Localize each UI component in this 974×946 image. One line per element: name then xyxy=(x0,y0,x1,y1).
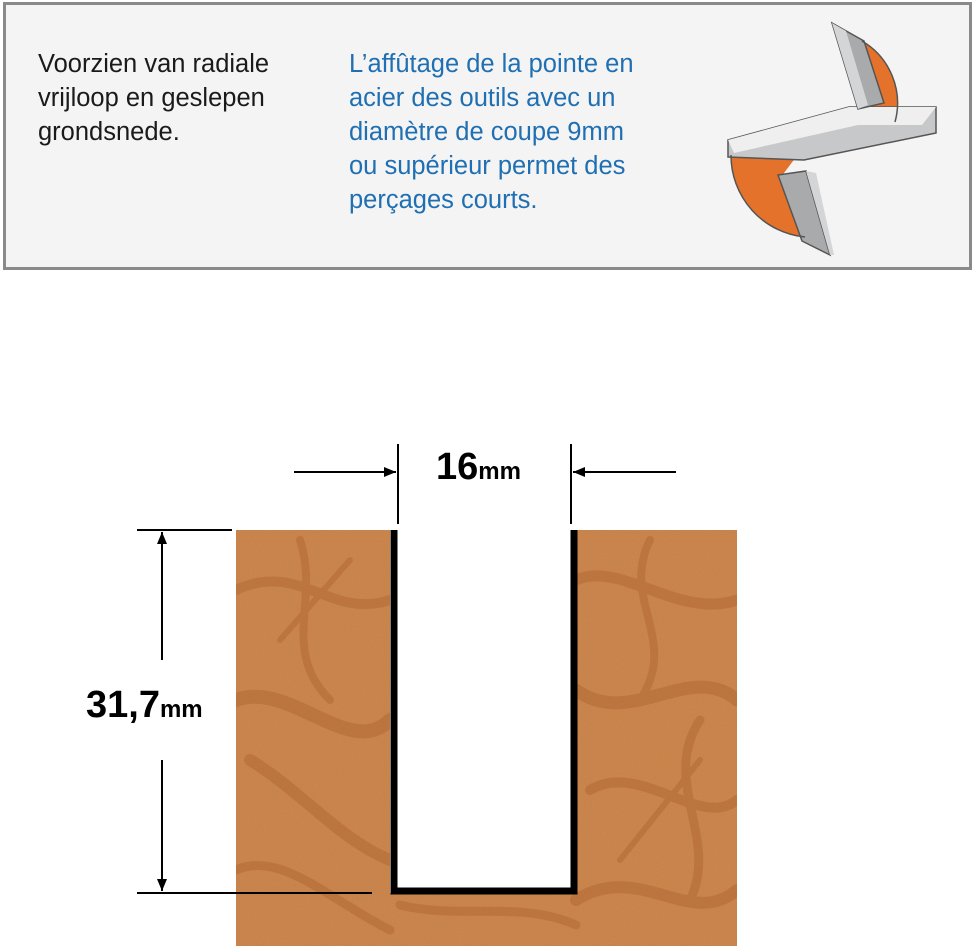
depth-unit: mm xyxy=(159,696,203,723)
width-value: 16 xyxy=(436,446,479,488)
description-french: L’affûtage de la pointe en acier des outils avec un diamètre de coupe 9mm ou supérieur permet des perçages courts. xyxy=(349,50,634,214)
depth-value: 31,7 xyxy=(86,684,160,726)
width-unit: mm xyxy=(478,458,521,485)
description-dutch: Voorzien van radiale vrijloop en geslepen grondsnede. xyxy=(38,50,270,146)
groove-outline xyxy=(394,530,574,891)
depth-label xyxy=(86,684,203,727)
wood-workpiece xyxy=(236,530,737,946)
width-label xyxy=(436,446,521,489)
